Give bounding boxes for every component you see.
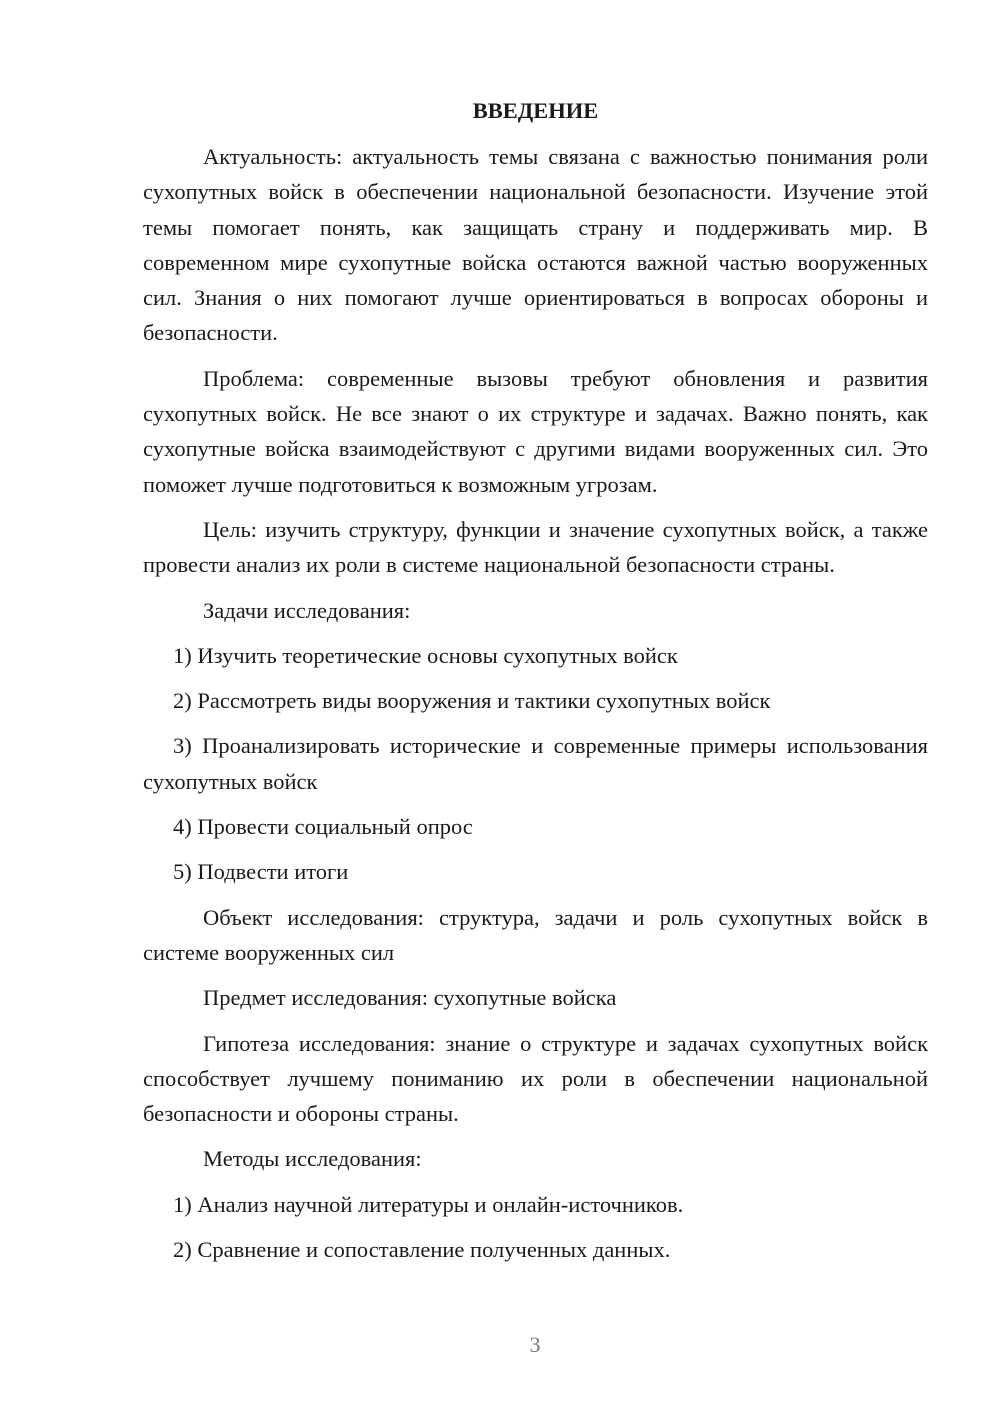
task-item: 2) Рассмотреть виды вооружения и тактики сухопутных войск [173,688,771,714]
task-item: 4) Провести социальный опрос [173,814,473,840]
task-item: 1) Изучить теоретические основы сухопутных войск [173,642,678,668]
method-item: 2) Сравнение и сопоставление полученных данных. [173,1237,671,1263]
goal-paragraph: Цель: изучить структуру, функции и значение сухопутных войск, а также провести анализ их роли в системе национальной безопасности страны. [143,516,928,578]
methods-heading: Методы исследования: [203,1146,422,1172]
page-number: 3 [529,1332,541,1357]
subject-paragraph: Предмет исследования: сухопутные войска [203,985,617,1011]
problem-paragraph: Проблема: современные вызовы требуют обновления и развития сухопутных войск. Не все знают о их структуре и задачах. Важно понять, как сухопутные войска взаимодействуют с другими видами вооруженных сил. Это поможет лучше подготовиться к возможным угрозам. [143,365,928,497]
task-item: 5) Подвести итоги [173,859,349,885]
tasks-heading: Задачи исследования: [203,597,411,623]
hypothesis-paragraph: Гипотеза исследования: знание о структуре и задачах сухопутных войск способствует лучшему пониманию их роли в обеспечении национальной безопасности и обороны страны. [143,1030,928,1127]
document-page [143,96,928,1277]
method-item: 1) Анализ научной литературы и онлайн-источников. [173,1191,684,1217]
object-paragraph: Объект исследования: структура, задачи и роль сухопутных войск в системе вооруженных сил [143,904,928,965]
task-item: 3) Проанализировать исторические и современные примеры использования сухопутных войск [143,733,928,794]
page-title: ВВЕДЕНИЕ [472,98,599,123]
relevance-paragraph: Актуальность: актуальность темы связана с важностью понимания роли сухопутных войск в обеспечении национальной безопасности. Изучение этой темы помогает понять, как защищать страну и поддерживать мир. В современном мире сухопутные войска остаются важной частью вооруженных сил. Знания о них помогают лучше ориентироваться в вопросах обороны и безопасности. [143,144,928,346]
